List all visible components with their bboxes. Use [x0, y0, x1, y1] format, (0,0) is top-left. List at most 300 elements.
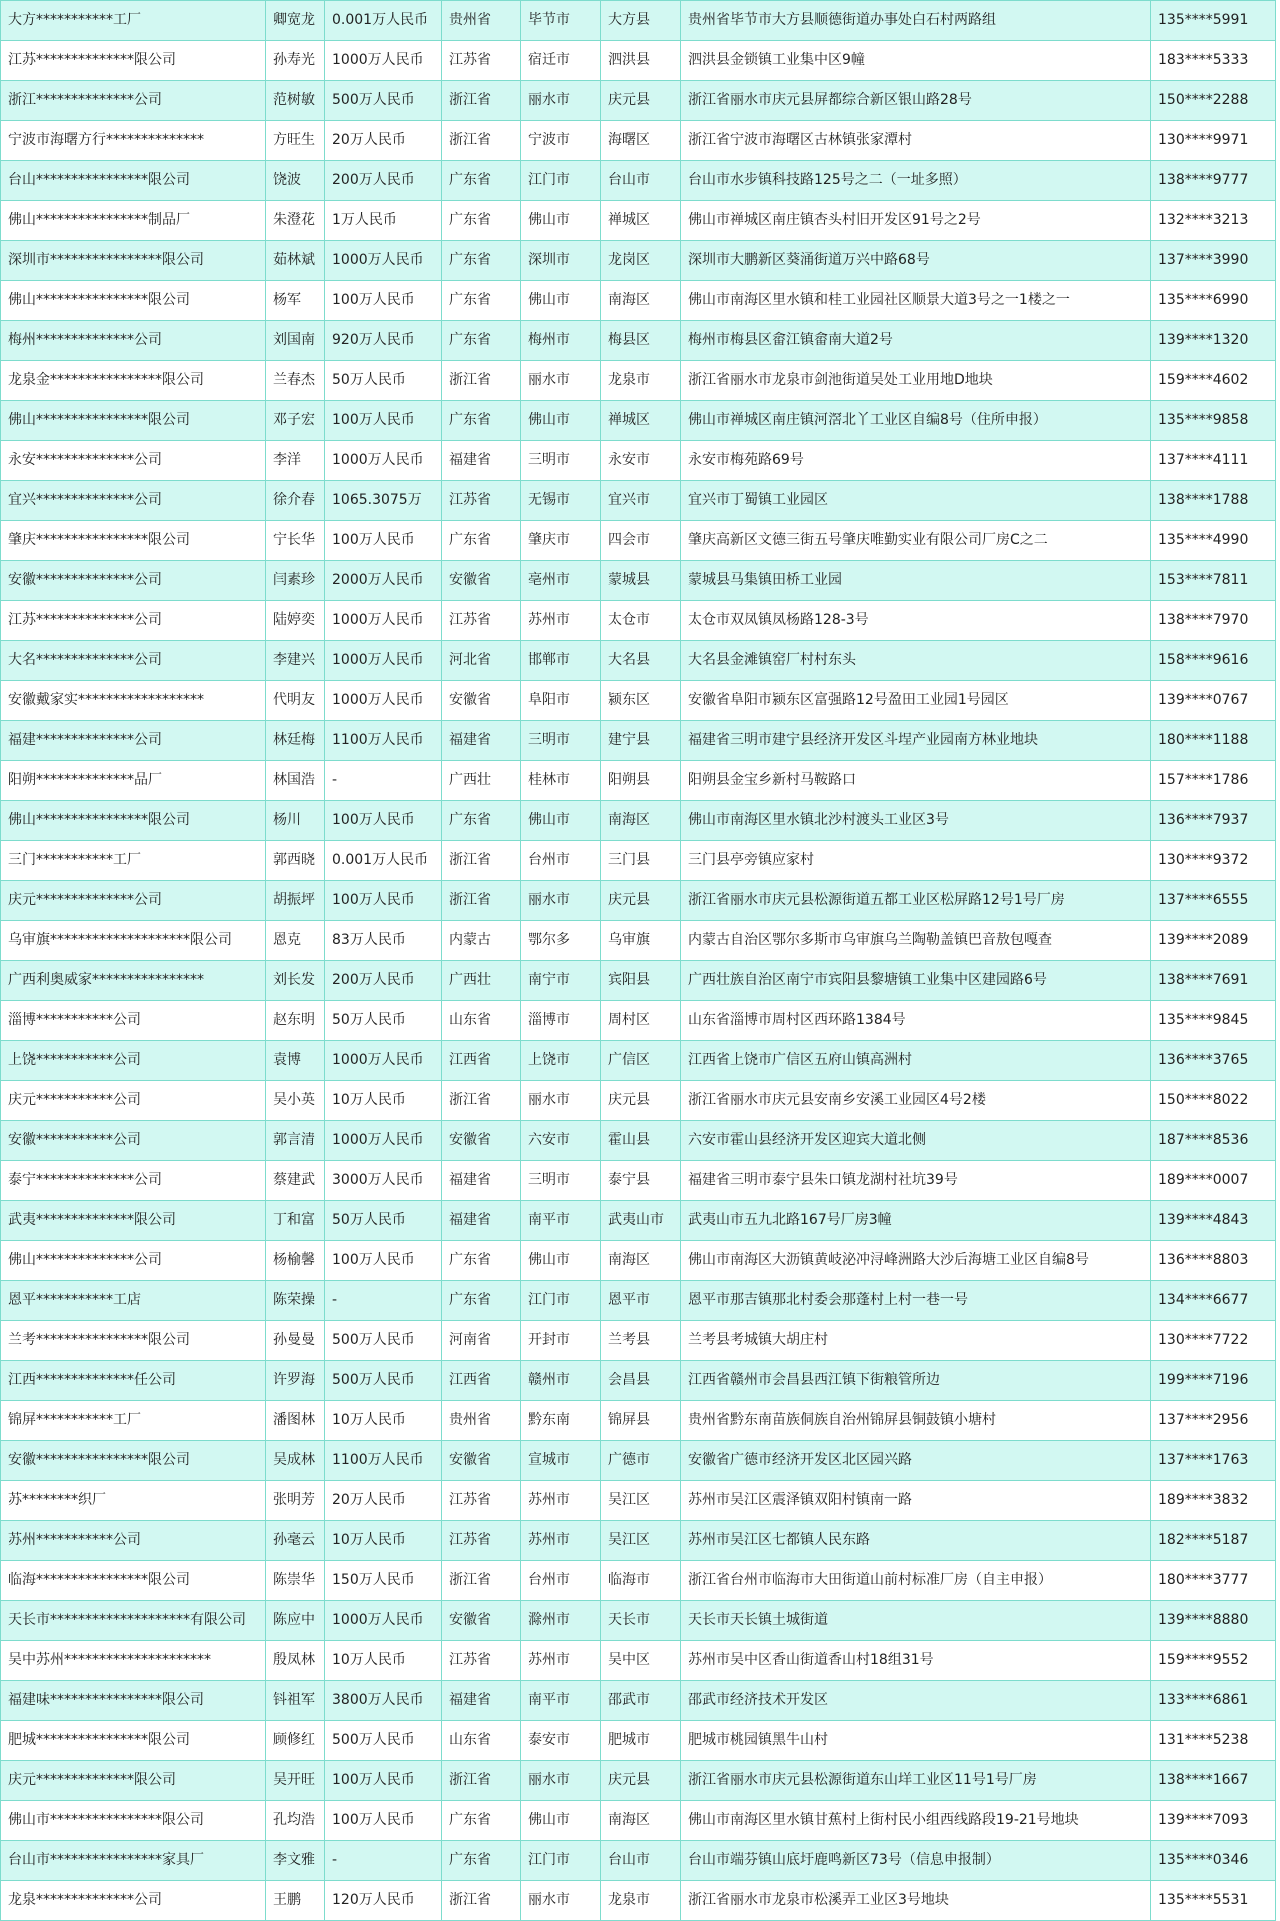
- province-cell: 安徽省: [442, 1441, 521, 1481]
- address-cell: 苏州市吴江区震泽镇双阳村镇南一路: [681, 1481, 1151, 1521]
- district-cell: 蒙城县: [601, 561, 681, 601]
- district-cell: 邵武市: [601, 1681, 681, 1721]
- district-cell: 会昌县: [601, 1361, 681, 1401]
- company-name-cell: 大名**************公司: [1, 641, 266, 681]
- address-cell: 蒙城县马集镇田桥工业园: [681, 561, 1151, 601]
- table-row: [1, 1441, 1276, 1481]
- address-cell: 佛山市南海区里水镇北沙村渡头工业区3号: [681, 801, 1151, 841]
- registered-capital-cell: 3800万人民币: [325, 1681, 442, 1721]
- phone-cell: 158****9616: [1151, 641, 1276, 681]
- company-name-cell: 庆元***********公司: [1, 1081, 266, 1121]
- registered-capital-cell: 20万人民币: [325, 1481, 442, 1521]
- contact-person-cell: 李文雅: [266, 1841, 325, 1881]
- phone-cell: 138****7691: [1151, 961, 1276, 1001]
- district-cell: 四会市: [601, 521, 681, 561]
- company-name-cell: 大方***********工厂: [1, 1, 266, 41]
- city-cell: 江门市: [521, 1281, 601, 1321]
- city-cell: 丽水市: [521, 1881, 601, 1921]
- province-cell: 福建省: [442, 1161, 521, 1201]
- city-cell: 台州市: [521, 841, 601, 881]
- table-row: [1, 1201, 1276, 1241]
- table-row: [1, 1401, 1276, 1441]
- phone-cell: 137****1763: [1151, 1441, 1276, 1481]
- district-cell: 天长市: [601, 1601, 681, 1641]
- address-cell: 佛山市南海区大沥镇黄岐泌冲浔峰洲路大沙后海塘工业区自编8号: [681, 1241, 1151, 1281]
- table-row: [1, 1721, 1276, 1761]
- phone-cell: 150****8022: [1151, 1081, 1276, 1121]
- province-cell: 浙江省: [442, 361, 521, 401]
- company-name-cell: 宜兴**************公司: [1, 481, 266, 521]
- contact-person-cell: 吴开旺: [266, 1761, 325, 1801]
- table-row: [1, 561, 1276, 601]
- district-cell: 龙泉市: [601, 1881, 681, 1921]
- phone-cell: 135****9858: [1151, 401, 1276, 441]
- province-cell: 河南省: [442, 1321, 521, 1361]
- company-table-body: [1, 1, 1276, 1921]
- phone-cell: 135****6990: [1151, 281, 1276, 321]
- city-cell: 桂林市: [521, 761, 601, 801]
- table-row: [1, 1841, 1276, 1881]
- address-cell: 肥城市桃园镇黑牛山村: [681, 1721, 1151, 1761]
- city-cell: 鄂尔多: [521, 921, 601, 961]
- province-cell: 广东省: [442, 281, 521, 321]
- contact-person-cell: 孙毫云: [266, 1521, 325, 1561]
- province-cell: 山东省: [442, 1001, 521, 1041]
- registered-capital-cell: 50万人民币: [325, 361, 442, 401]
- registered-capital-cell: 100万人民币: [325, 401, 442, 441]
- table-row: [1, 201, 1276, 241]
- phone-cell: 136****8803: [1151, 1241, 1276, 1281]
- table-row: [1, 1041, 1276, 1081]
- phone-cell: 182****5187: [1151, 1521, 1276, 1561]
- province-cell: 浙江省: [442, 1761, 521, 1801]
- contact-person-cell: 兰春杰: [266, 361, 325, 401]
- address-cell: 江西省上饶市广信区五府山镇高洲村: [681, 1041, 1151, 1081]
- company-name-cell: 肇庆****************限公司: [1, 521, 266, 561]
- company-name-cell: 苏州***********公司: [1, 1521, 266, 1561]
- district-cell: 肥城市: [601, 1721, 681, 1761]
- district-cell: 禅城区: [601, 201, 681, 241]
- district-cell: 广德市: [601, 1441, 681, 1481]
- city-cell: 黔东南: [521, 1401, 601, 1441]
- table-row: [1, 361, 1276, 401]
- company-name-cell: 淄博***********公司: [1, 1001, 266, 1041]
- district-cell: 禅城区: [601, 401, 681, 441]
- address-cell: 天长市天长镇土城街道: [681, 1601, 1151, 1641]
- address-cell: 阳朔县金宝乡新村马鞍路口: [681, 761, 1151, 801]
- registered-capital-cell: 100万人民币: [325, 881, 442, 921]
- contact-person-cell: 吴成林: [266, 1441, 325, 1481]
- table-row: [1, 321, 1276, 361]
- province-cell: 浙江省: [442, 1561, 521, 1601]
- phone-cell: 153****7811: [1151, 561, 1276, 601]
- province-cell: 福建省: [442, 1201, 521, 1241]
- registered-capital-cell: 10万人民币: [325, 1401, 442, 1441]
- company-name-cell: 佛山市****************限公司: [1, 1801, 266, 1841]
- registered-capital-cell: 100万人民币: [325, 1801, 442, 1841]
- province-cell: 广东省: [442, 521, 521, 561]
- city-cell: 三明市: [521, 1161, 601, 1201]
- province-cell: 江西省: [442, 1361, 521, 1401]
- contact-person-cell: 林国浩: [266, 761, 325, 801]
- district-cell: 永安市: [601, 441, 681, 481]
- city-cell: 阜阳市: [521, 681, 601, 721]
- registered-capital-cell: 1000万人民币: [325, 641, 442, 681]
- registered-capital-cell: 83万人民币: [325, 921, 442, 961]
- table-row: [1, 881, 1276, 921]
- registered-capital-cell: -: [325, 1841, 442, 1881]
- city-cell: 江门市: [521, 161, 601, 201]
- city-cell: 丽水市: [521, 1761, 601, 1801]
- contact-person-cell: 蔡建武: [266, 1161, 325, 1201]
- registered-capital-cell: 1000万人民币: [325, 441, 442, 481]
- province-cell: 江苏省: [442, 601, 521, 641]
- city-cell: 南平市: [521, 1681, 601, 1721]
- address-cell: 宜兴市丁蜀镇工业园区: [681, 481, 1151, 521]
- table-row: [1, 1641, 1276, 1681]
- address-cell: 安徽省广德市经济开发区北区园兴路: [681, 1441, 1151, 1481]
- phone-cell: 138****9777: [1151, 161, 1276, 201]
- company-name-cell: 武夷**************限公司: [1, 1201, 266, 1241]
- company-name-cell: 深圳市****************限公司: [1, 241, 266, 281]
- city-cell: 南平市: [521, 1201, 601, 1241]
- table-row: [1, 161, 1276, 201]
- phone-cell: 134****6677: [1151, 1281, 1276, 1321]
- city-cell: 佛山市: [521, 201, 601, 241]
- province-cell: 广东省: [442, 1241, 521, 1281]
- address-cell: 泗洪县金锁镇工业集中区9幢: [681, 41, 1151, 81]
- phone-cell: 137****2956: [1151, 1401, 1276, 1441]
- province-cell: 江苏省: [442, 481, 521, 521]
- contact-person-cell: 丁和富: [266, 1201, 325, 1241]
- district-cell: 台山市: [601, 161, 681, 201]
- district-cell: 庆元县: [601, 81, 681, 121]
- table-row: [1, 801, 1276, 841]
- phone-cell: 138****1667: [1151, 1761, 1276, 1801]
- contact-person-cell: 朱澄花: [266, 201, 325, 241]
- city-cell: 上饶市: [521, 1041, 601, 1081]
- company-name-cell: 庆元**************公司: [1, 881, 266, 921]
- registered-capital-cell: 50万人民币: [325, 1201, 442, 1241]
- contact-person-cell: 许罗海: [266, 1361, 325, 1401]
- contact-person-cell: 钭祖军: [266, 1681, 325, 1721]
- phone-cell: 135****5991: [1151, 1, 1276, 41]
- address-cell: 佛山市南海区里水镇甘蕉村上街村民小组西线路段19-21号地块: [681, 1801, 1151, 1841]
- district-cell: 海曙区: [601, 121, 681, 161]
- district-cell: 庆元县: [601, 881, 681, 921]
- address-cell: 恩平市那吉镇那北村委会那蓬村上村一巷一号: [681, 1281, 1151, 1321]
- phone-cell: 187****8536: [1151, 1121, 1276, 1161]
- district-cell: 庆元县: [601, 1081, 681, 1121]
- table-row: [1, 1521, 1276, 1561]
- address-cell: 浙江省丽水市庆元县松源街道东山垟工业区11号1号厂房: [681, 1761, 1151, 1801]
- registered-capital-cell: 1000万人民币: [325, 601, 442, 641]
- company-name-cell: 肥城****************限公司: [1, 1721, 266, 1761]
- company-name-cell: 佛山**************公司: [1, 1241, 266, 1281]
- contact-person-cell: 闫素珍: [266, 561, 325, 601]
- phone-cell: 135****9845: [1151, 1001, 1276, 1041]
- contact-person-cell: 徐介春: [266, 481, 325, 521]
- company-name-cell: 天长市********************有限公司: [1, 1601, 266, 1641]
- contact-person-cell: 恩克: [266, 921, 325, 961]
- city-cell: 台州市: [521, 1561, 601, 1601]
- contact-person-cell: 孙寿光: [266, 41, 325, 81]
- phone-cell: 159****9552: [1151, 1641, 1276, 1681]
- company-name-cell: 永安**************公司: [1, 441, 266, 481]
- city-cell: 开封市: [521, 1321, 601, 1361]
- company-name-cell: 福建味****************限公司: [1, 1681, 266, 1721]
- phone-cell: 157****1786: [1151, 761, 1276, 801]
- contact-person-cell: 范树敏: [266, 81, 325, 121]
- province-cell: 浙江省: [442, 1881, 521, 1921]
- city-cell: 邯郸市: [521, 641, 601, 681]
- company-name-cell: 广西利奥威家****************: [1, 961, 266, 1001]
- phone-cell: 136****7937: [1151, 801, 1276, 841]
- phone-cell: 139****8880: [1151, 1601, 1276, 1641]
- district-cell: 南海区: [601, 801, 681, 841]
- district-cell: 泗洪县: [601, 41, 681, 81]
- address-cell: 三门县亭旁镇应家村: [681, 841, 1151, 881]
- company-name-cell: 台山市****************家具厂: [1, 1841, 266, 1881]
- contact-person-cell: 赵东明: [266, 1001, 325, 1041]
- table-row: [1, 1681, 1276, 1721]
- city-cell: 泰安市: [521, 1721, 601, 1761]
- province-cell: 浙江省: [442, 881, 521, 921]
- contact-person-cell: 陈崇华: [266, 1561, 325, 1601]
- company-name-cell: 安徽****************限公司: [1, 1441, 266, 1481]
- district-cell: 吴中区: [601, 1641, 681, 1681]
- table-row: [1, 761, 1276, 801]
- city-cell: 江门市: [521, 1841, 601, 1881]
- registered-capital-cell: 100万人民币: [325, 801, 442, 841]
- table-row: [1, 521, 1276, 561]
- table-row: [1, 721, 1276, 761]
- city-cell: 无锡市: [521, 481, 601, 521]
- company-name-cell: 佛山****************限公司: [1, 401, 266, 441]
- district-cell: 吴江区: [601, 1481, 681, 1521]
- contact-person-cell: 方旺生: [266, 121, 325, 161]
- address-cell: 江西省赣州市会昌县西江镇下街粮管所边: [681, 1361, 1151, 1401]
- registered-capital-cell: 500万人民币: [325, 1721, 442, 1761]
- district-cell: 吴江区: [601, 1521, 681, 1561]
- phone-cell: 139****2089: [1151, 921, 1276, 961]
- district-cell: 龙岗区: [601, 241, 681, 281]
- registered-capital-cell: 200万人民币: [325, 961, 442, 1001]
- contact-person-cell: 林廷梅: [266, 721, 325, 761]
- table-row: [1, 921, 1276, 961]
- district-cell: 锦屏县: [601, 1401, 681, 1441]
- table-row: [1, 1761, 1276, 1801]
- province-cell: 浙江省: [442, 841, 521, 881]
- province-cell: 广东省: [442, 241, 521, 281]
- table-row: [1, 1881, 1276, 1921]
- city-cell: 亳州市: [521, 561, 601, 601]
- city-cell: 六安市: [521, 1121, 601, 1161]
- contact-person-cell: 陈应中: [266, 1601, 325, 1641]
- contact-person-cell: 袁博: [266, 1041, 325, 1081]
- company-name-cell: 安徽戴家实******************: [1, 681, 266, 721]
- phone-cell: 137****3990: [1151, 241, 1276, 281]
- contact-person-cell: 孙曼曼: [266, 1321, 325, 1361]
- city-cell: 南宁市: [521, 961, 601, 1001]
- province-cell: 江苏省: [442, 41, 521, 81]
- company-name-cell: 梅州**************公司: [1, 321, 266, 361]
- phone-cell: 139****7093: [1151, 1801, 1276, 1841]
- district-cell: 恩平市: [601, 1281, 681, 1321]
- province-cell: 广东省: [442, 201, 521, 241]
- registered-capital-cell: 500万人民币: [325, 1321, 442, 1361]
- district-cell: 霍山县: [601, 1121, 681, 1161]
- company-name-cell: 佛山****************制品厂: [1, 201, 266, 241]
- contact-person-cell: 陈荣操: [266, 1281, 325, 1321]
- table-row: [1, 1001, 1276, 1041]
- phone-cell: 189****3832: [1151, 1481, 1276, 1521]
- address-cell: 浙江省丽水市龙泉市剑池街道吴处工业用地D地块: [681, 361, 1151, 401]
- company-name-cell: 台山****************限公司: [1, 161, 266, 201]
- province-cell: 广东省: [442, 1281, 521, 1321]
- phone-cell: 130****7722: [1151, 1321, 1276, 1361]
- company-name-cell: 安徽**************公司: [1, 561, 266, 601]
- province-cell: 河北省: [442, 641, 521, 681]
- address-cell: 浙江省丽水市庆元县安南乡安溪工业园区4号2楼: [681, 1081, 1151, 1121]
- phone-cell: 135****4990: [1151, 521, 1276, 561]
- table-row: [1, 481, 1276, 521]
- city-cell: 赣州市: [521, 1361, 601, 1401]
- district-cell: 龙泉市: [601, 361, 681, 401]
- address-cell: 佛山市南海区里水镇和桂工业园社区顺景大道3号之一1楼之一: [681, 281, 1151, 321]
- company-name-cell: 浙江**************公司: [1, 81, 266, 121]
- contact-person-cell: 王鹏: [266, 1881, 325, 1921]
- company-name-cell: 锦屏***********工厂: [1, 1401, 266, 1441]
- contact-person-cell: 顾修红: [266, 1721, 325, 1761]
- table-row: [1, 1321, 1276, 1361]
- table-row: [1, 841, 1276, 881]
- district-cell: 梅县区: [601, 321, 681, 361]
- company-name-cell: 阳朔**************品厂: [1, 761, 266, 801]
- address-cell: 浙江省宁波市海曙区古林镇张家潭村: [681, 121, 1151, 161]
- registered-capital-cell: 500万人民币: [325, 1361, 442, 1401]
- company-name-cell: 佛山****************限公司: [1, 801, 266, 841]
- district-cell: 临海市: [601, 1561, 681, 1601]
- contact-person-cell: 李洋: [266, 441, 325, 481]
- table-row: [1, 961, 1276, 1001]
- registered-capital-cell: 100万人民币: [325, 281, 442, 321]
- address-cell: 佛山市禅城区南庄镇河滘北丫工业区自编8号（住所申报）: [681, 401, 1151, 441]
- phone-cell: 139****4843: [1151, 1201, 1276, 1241]
- contact-person-cell: 刘国南: [266, 321, 325, 361]
- contact-person-cell: 代明友: [266, 681, 325, 721]
- district-cell: 泰宁县: [601, 1161, 681, 1201]
- phone-cell: 130****9971: [1151, 121, 1276, 161]
- company-name-cell: 江苏**************公司: [1, 601, 266, 641]
- company-name-cell: 佛山****************限公司: [1, 281, 266, 321]
- province-cell: 广东省: [442, 321, 521, 361]
- registered-capital-cell: -: [325, 1281, 442, 1321]
- registered-capital-cell: 2000万人民币: [325, 561, 442, 601]
- city-cell: 梅州市: [521, 321, 601, 361]
- registered-capital-cell: 1100万人民币: [325, 721, 442, 761]
- address-cell: 浙江省丽水市庆元县松源街道五都工业区松屏路12号1号厂房: [681, 881, 1151, 921]
- registered-capital-cell: 150万人民币: [325, 1561, 442, 1601]
- company-name-cell: 吴中苏州*********************: [1, 1641, 266, 1681]
- address-cell: 永安市梅苑路69号: [681, 441, 1151, 481]
- province-cell: 广西壮: [442, 761, 521, 801]
- address-cell: 肇庆高新区文德三街五号肇庆唯勤实业有限公司厂房C之二: [681, 521, 1151, 561]
- province-cell: 内蒙古: [442, 921, 521, 961]
- city-cell: 苏州市: [521, 1521, 601, 1561]
- contact-person-cell: 殷凤林: [266, 1641, 325, 1681]
- address-cell: 广西壮族自治区南宁市宾阳县黎塘镇工业集中区建园路6号: [681, 961, 1151, 1001]
- table-row: [1, 441, 1276, 481]
- city-cell: 丽水市: [521, 361, 601, 401]
- address-cell: 大名县金滩镇窑厂村村东头: [681, 641, 1151, 681]
- company-name-cell: 龙泉**************公司: [1, 1881, 266, 1921]
- company-name-cell: 恩平***********工店: [1, 1281, 266, 1321]
- district-cell: 武夷山市: [601, 1201, 681, 1241]
- city-cell: 佛山市: [521, 401, 601, 441]
- province-cell: 广东省: [442, 801, 521, 841]
- registered-capital-cell: 1100万人民币: [325, 1441, 442, 1481]
- phone-cell: 183****5333: [1151, 41, 1276, 81]
- company-name-cell: 临海****************限公司: [1, 1561, 266, 1601]
- registered-capital-cell: 100万人民币: [325, 1761, 442, 1801]
- district-cell: 乌审旗: [601, 921, 681, 961]
- province-cell: 浙江省: [442, 121, 521, 161]
- address-cell: 山东省淄博市周村区西环路1384号: [681, 1001, 1151, 1041]
- registered-capital-cell: 10万人民币: [325, 1081, 442, 1121]
- district-cell: 台山市: [601, 1841, 681, 1881]
- registered-capital-cell: 120万人民币: [325, 1881, 442, 1921]
- address-cell: 贵州省毕节市大方县顺德街道办事处白石村两路组: [681, 1, 1151, 41]
- province-cell: 福建省: [442, 1681, 521, 1721]
- table-row: [1, 401, 1276, 441]
- registered-capital-cell: 1000万人民币: [325, 241, 442, 281]
- district-cell: 宾阳县: [601, 961, 681, 1001]
- registered-capital-cell: 1000万人民币: [325, 1041, 442, 1081]
- phone-cell: 133****6861: [1151, 1681, 1276, 1721]
- company-name-cell: 乌审旗********************限公司: [1, 921, 266, 961]
- registered-capital-cell: 1000万人民币: [325, 41, 442, 81]
- table-row: [1, 41, 1276, 81]
- contact-person-cell: 李建兴: [266, 641, 325, 681]
- company-name-cell: 江苏**************限公司: [1, 41, 266, 81]
- district-cell: 周村区: [601, 1001, 681, 1041]
- province-cell: 浙江省: [442, 81, 521, 121]
- table-row: [1, 81, 1276, 121]
- phone-cell: 137****6555: [1151, 881, 1276, 921]
- district-cell: 建宁县: [601, 721, 681, 761]
- table-row: [1, 1161, 1276, 1201]
- province-cell: 江苏省: [442, 1521, 521, 1561]
- registered-capital-cell: 100万人民币: [325, 521, 442, 561]
- phone-cell: 139****1320: [1151, 321, 1276, 361]
- province-cell: 广东省: [442, 401, 521, 441]
- contact-person-cell: 茹林斌: [266, 241, 325, 281]
- province-cell: 江西省: [442, 1041, 521, 1081]
- registered-capital-cell: 0.001万人民币: [325, 1, 442, 41]
- company-name-cell: 兰考****************限公司: [1, 1321, 266, 1361]
- district-cell: 大名县: [601, 641, 681, 681]
- registered-capital-cell: 1000万人民币: [325, 1121, 442, 1161]
- contact-person-cell: 郭言清: [266, 1121, 325, 1161]
- province-cell: 江苏省: [442, 1481, 521, 1521]
- district-cell: 三门县: [601, 841, 681, 881]
- address-cell: 浙江省丽水市龙泉市松溪弄工业区3号地块: [681, 1881, 1151, 1921]
- phone-cell: 130****9372: [1151, 841, 1276, 881]
- city-cell: 宣城市: [521, 1441, 601, 1481]
- province-cell: 广东省: [442, 1841, 521, 1881]
- contact-person-cell: 张明芳: [266, 1481, 325, 1521]
